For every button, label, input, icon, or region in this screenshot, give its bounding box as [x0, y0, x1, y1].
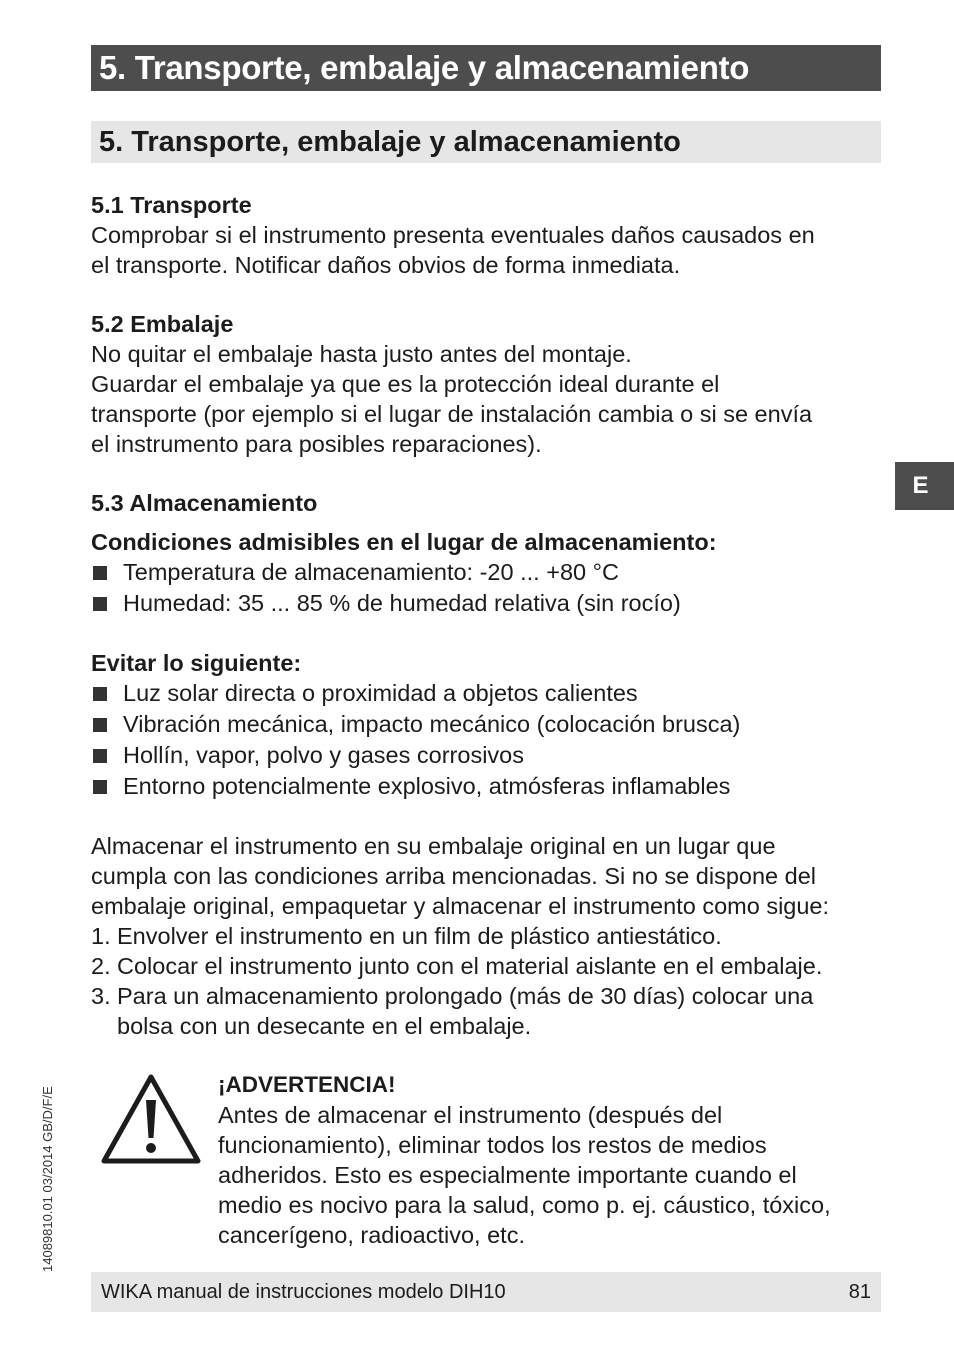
footer-text: WIKA manual de instrucciones modelo DIH10 [101, 1281, 506, 1303]
list-item: Luz solar directa o proximidad a objetos calientes [91, 678, 886, 709]
warning-box [91, 1070, 881, 1250]
square-bullet-icon [93, 566, 107, 580]
list-item: Temperatura de almacenamiento: -20 ... +80 °C [91, 557, 886, 588]
embalaje-heading: 5.2 Embalaje [91, 311, 234, 337]
embalaje-line: No quitar el embalaje hasta justo antes del montaje. [91, 341, 632, 367]
warning-line: cancerígeno, radioactivo, etc. [218, 1222, 525, 1248]
storage-intro-line: embalaje original, empaquetar y almacenar el instrumento como sigue: [91, 893, 830, 919]
embalaje-line: Guardar el embalaje ya que es la protección ideal durante el [91, 371, 720, 397]
warning-line: Antes de almacenar el instrumento (después del [218, 1102, 723, 1128]
warning-text [218, 1070, 883, 1250]
step-item: 3. Para un almacenamiento prolongado (más de 30 días) colocar una bolsa con un desecante en el embalaje. [91, 983, 814, 1039]
embalaje-line: transporte (por ejemplo si el lugar de instalación cambia o si se envía [91, 401, 813, 427]
warning-triangle-icon [99, 1072, 203, 1168]
page-number: 81 [848, 1281, 871, 1303]
storage-intro-line: cumpla con las condiciones arriba mencionadas. Si no se dispone del [91, 863, 817, 889]
step-item: 2. Colocar el instrumento junto con el material aislante en el embalaje. [91, 953, 823, 979]
square-bullet-icon [93, 718, 107, 732]
main-content [91, 190, 886, 1041]
language-tab: E [895, 462, 954, 510]
storage-steps [91, 921, 886, 1041]
conditions-heading: Condiciones admisibles en el lugar de almacenamiento: [91, 529, 717, 555]
warning-title: ¡ADVERTENCIA! [218, 1072, 396, 1097]
square-bullet-icon [93, 687, 107, 701]
almacenamiento-heading: 5.3 Almacenamiento [91, 490, 318, 516]
warning-line: funcionamiento), eliminar todos los restos de medios [218, 1132, 767, 1158]
warning-line: adheridos. Esto es especialmente importante cuando el [218, 1162, 797, 1188]
avoid-heading: Evitar lo siguiente: [91, 650, 302, 676]
transporte-heading: 5.1 Transporte [91, 192, 252, 218]
page-footer [91, 1272, 881, 1312]
list-item: Hollín, vapor, polvo y gases corrosivos [91, 740, 886, 771]
list-item: Entorno potencialmente explosivo, atmósferas inflamables [91, 771, 886, 802]
transporte-line: Comprobar si el instrumento presenta eventuales daños causados en [91, 222, 815, 248]
document-code: 14089810.01 03/2014 GB/D/F/E [40, 1086, 55, 1272]
page-header-title: 5. Transporte, embalaje y almacenamiento [91, 45, 881, 91]
conditions-list [91, 557, 886, 619]
square-bullet-icon [93, 780, 107, 794]
storage-intro-line: Almacenar el instrumento en su embalaje original en un lugar que [91, 833, 776, 859]
square-bullet-icon [93, 749, 107, 763]
list-item: Humedad: 35 ... 85 % de humedad relativa (sin rocío) [91, 588, 886, 619]
section-title: 5. Transporte, embalaje y almacenamiento [91, 121, 881, 163]
avoid-list [91, 678, 886, 802]
embalaje-line: el instrumento para posibles reparaciones). [91, 431, 542, 457]
square-bullet-icon [93, 597, 107, 611]
transporte-line: el transporte. Notificar daños obvios de forma inmediata. [91, 252, 681, 278]
warning-line: medio es nocivo para la salud, como p. ej. cáustico, tóxico, [218, 1192, 831, 1218]
list-item: Vibración mecánica, impacto mecánico (colocación brusca) [91, 709, 886, 740]
step-item: 1. Envolver el instrumento en un film de plástico antiestático. [91, 923, 722, 949]
